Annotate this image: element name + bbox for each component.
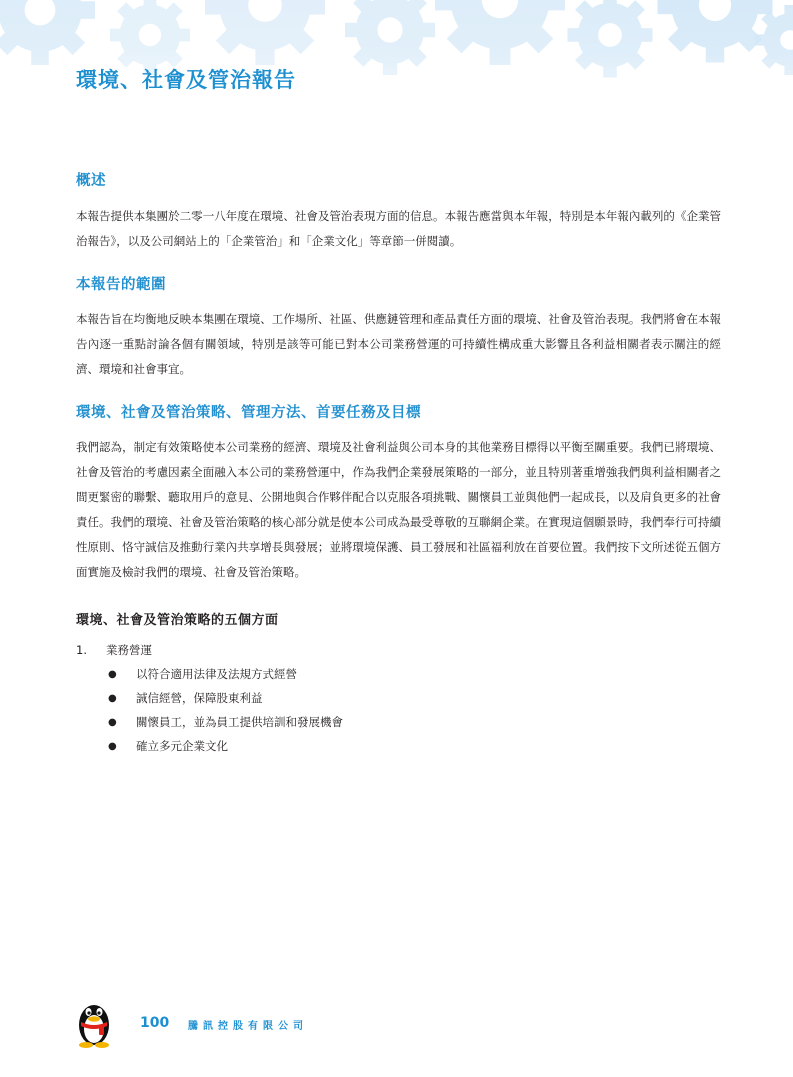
company-name: 騰訊控股有限公司	[188, 1021, 308, 1032]
bullet-icon: ●	[108, 716, 117, 728]
aspect-number: 1.	[76, 643, 87, 657]
list-item-text: 關懷員工，並為員工提供培訓和發展機會	[136, 715, 343, 729]
list-item	[76, 686, 721, 710]
list-item	[76, 710, 721, 734]
list-item-text: 確立多元企業文化	[136, 739, 228, 753]
list-item-text: 誠信經營，保障股東利益	[136, 691, 263, 705]
page-footer	[72, 998, 472, 1048]
bullet-icon: ●	[108, 740, 117, 752]
list-item	[76, 662, 721, 686]
bullet-icon: ●	[108, 692, 117, 704]
aspect-bullet-list	[76, 662, 721, 758]
section-five-aspects	[76, 609, 721, 758]
list-item-text: 以符合適用法律及法規方式經營	[136, 667, 297, 681]
section-heading-strategy: 環境、社會及管治策略、管理方法、首要任務及目標	[76, 405, 421, 421]
subheading-five-aspects: 環境、社會及管治策略的五個方面	[76, 613, 279, 628]
section-body-strategy: 我們認為，制定有效策略使本公司業務的經濟、環境及社會利益與公司本身的其他業務目標得以平衡至關重要。我們已將環境、社會及管治的考慮因素全面融入本公司的業務營運中，作為我們企業發展策略的一部分，並且特別著重增強我們與利益相關者之間更緊密的聯繫、聽取用戶的意見、公開地與合作夥伴配合以克服各項挑戰、關懷員工並與他們一起成長，以及肩負更多的社會責任。我們的環境、社會及管治策略的核心部分就是使本公司成為最受尊敬的互聯網企業。在實現這個願景時，我們奉行可持續性原則、恪守誠信及推動行業內共享增長與發展；並將環境保護、員工發展和社區福利放在首要位置。我們按下文所述從五個方面實施及檢討我們的環境、社會及管治策略。	[76, 440, 721, 579]
aspect-item	[76, 638, 721, 758]
section-heading-scope: 本報告的範圍	[76, 277, 166, 293]
section-body-scope: 本報告旨在均衡地反映本集團在環境、工作場所、社區、供應鏈管理和產品責任方面的環境、社會及管治表現。我們將會在本報告內逐一重點討論各個有關領域，特別是該等可能已對本公司業務營運的可持續性構成重大影響且各利益相關者表示關注的經濟、環境和社會事宜。	[76, 312, 721, 376]
page-title: 環境、社會及管治報告	[76, 68, 296, 92]
section-heading-overview: 概述	[76, 173, 106, 189]
page-number: 100	[140, 1015, 170, 1031]
section-scope	[76, 273, 721, 382]
aspect-title: 業務營運	[106, 643, 152, 657]
section-strategy	[76, 401, 721, 585]
list-item	[76, 734, 721, 758]
aspect-heading	[76, 638, 721, 662]
section-overview	[76, 169, 721, 254]
penguin-mascot-icon	[72, 998, 116, 1048]
bullet-icon: ●	[108, 668, 117, 680]
report-content	[76, 165, 721, 758]
section-body-overview: 本報告提供本集團於二零一八年度在環境、社會及管治表現方面的信息。本報告應當與本年報，特別是本年報內載列的《企業管治報告》，以及公司網站上的「企業管治」和「企業文化」等章節一併閱讀。	[76, 209, 721, 248]
